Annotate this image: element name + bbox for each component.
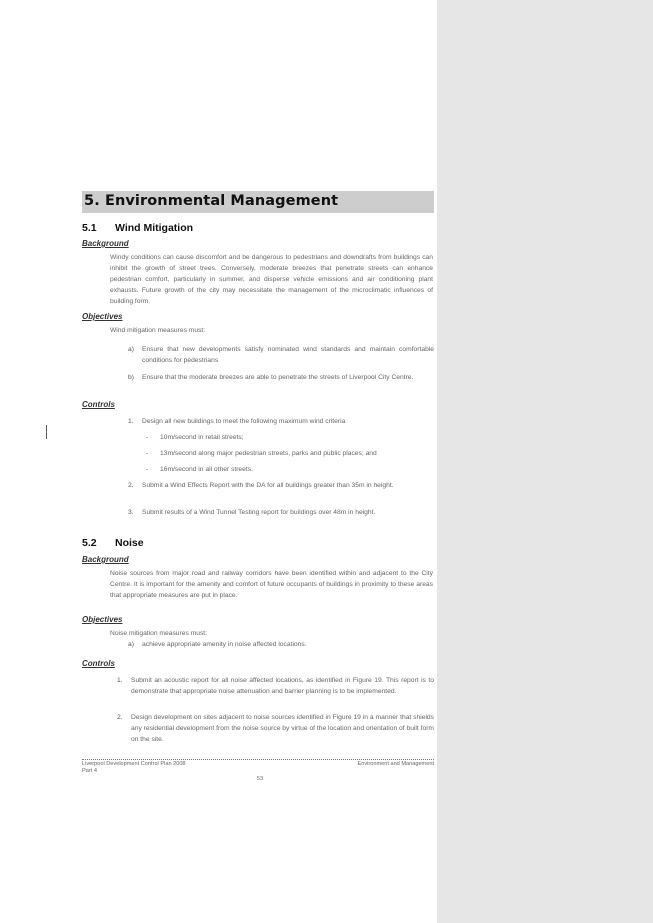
- subheading-background: Background: [82, 239, 129, 248]
- list-item: 16m/second in all other streets.: [160, 466, 253, 473]
- subheading-objectives: Objectives: [82, 312, 123, 321]
- list-item: Design development on sites adjacent to noise sources identified in Figure 19 in a manner that shields any residential development from the noise source by virtue of the location and orientation of built form on the site.: [131, 714, 434, 743]
- footer-rule: [82, 759, 434, 760]
- page-number: 53: [256, 776, 264, 782]
- section-heading-noise: [82, 537, 144, 549]
- list-item: Submit results of a Wind Tunnel Testing report for buildings over 48m in height.: [142, 509, 376, 516]
- list-item: Design all new buildings to meet the following maximum wind criteria: [142, 418, 346, 425]
- list-item: 10m/second in retail streets;: [160, 434, 244, 441]
- section-number: 5.2: [82, 537, 97, 549]
- bullet-marker: -: [146, 450, 149, 457]
- footer-part: Part 4: [82, 768, 97, 774]
- footer-document-title: Liverpool Development Control Plan 2008: [82, 761, 186, 767]
- list-marker: b): [128, 374, 134, 381]
- list-marker: 2.: [128, 482, 134, 489]
- chapter-title: 5. Environmental Management: [84, 193, 339, 209]
- objectives-intro: Noise mitigation measures must:: [110, 630, 208, 637]
- list-item: Ensure that new developments satisfy nominated wind standards and maintain comfortable conditions for pedestrians: [142, 346, 434, 364]
- subheading-controls: Controls: [82, 659, 115, 668]
- list-item: Submit an acoustic report for all noise affected locations, as identified in Figure 19. This report is to demonstrate that appropriate noise attenuation and barrier planning is to be implemented.: [131, 677, 434, 695]
- section-title: Wind Mitigation: [115, 222, 194, 234]
- list-marker: 1.: [117, 677, 123, 684]
- background-paragraph: Noise sources from major road and railway corridors have been identified within and adjacent to the City Centre. It is important for the amenity and comfort of future occupants of buildings in proximity to these areas that appropriate measures are put in place.: [110, 570, 433, 599]
- section-heading-wind: [82, 222, 193, 234]
- bullet-marker: -: [146, 466, 149, 473]
- section-number: 5.1: [82, 222, 97, 234]
- bullet-marker: -: [146, 434, 149, 441]
- list-item: achieve appropriate amenity in noise affected locations.: [142, 641, 307, 648]
- list-marker: 3.: [128, 509, 134, 516]
- background-paragraph: Windy conditions can cause discomfort and be dangerous to pedestrians and downdrafts from buildings can inhibit the growth of street trees. Conversely, moderate breezes that penetrate streets can enhance pedestrian comfort, particularly in summer, and disperse vehicle emissions and air conditioning plant exhausts. Future growth of the city may necessitate the management of the microclimatic influences of building form.: [110, 254, 433, 305]
- list-marker: a): [128, 346, 134, 353]
- scan-edge-mark: [46, 425, 47, 439]
- list-item: 13m/second along major pedestrian streets, parks and public places; and: [160, 450, 377, 457]
- list-marker: 2.: [117, 714, 123, 721]
- list-marker: 1.: [128, 418, 134, 425]
- subheading-controls: Controls: [82, 400, 115, 409]
- footer-chapter-name: Environment and Management: [357, 761, 434, 767]
- list-item: Submit a Wind Effects Report with the DA for all buildings greater than 35m in height.: [142, 482, 394, 489]
- objectives-intro: Wind mitigation measures must:: [110, 327, 206, 334]
- subheading-background: Background: [82, 555, 129, 564]
- list-item: Ensure that the moderate breezes are able to penetrate the streets of Liverpool City Centre.: [142, 374, 414, 381]
- page-margin-band: [437, 0, 653, 923]
- section-title: Noise: [115, 537, 144, 549]
- list-marker: a): [128, 641, 134, 648]
- subheading-objectives: Objectives: [82, 615, 123, 624]
